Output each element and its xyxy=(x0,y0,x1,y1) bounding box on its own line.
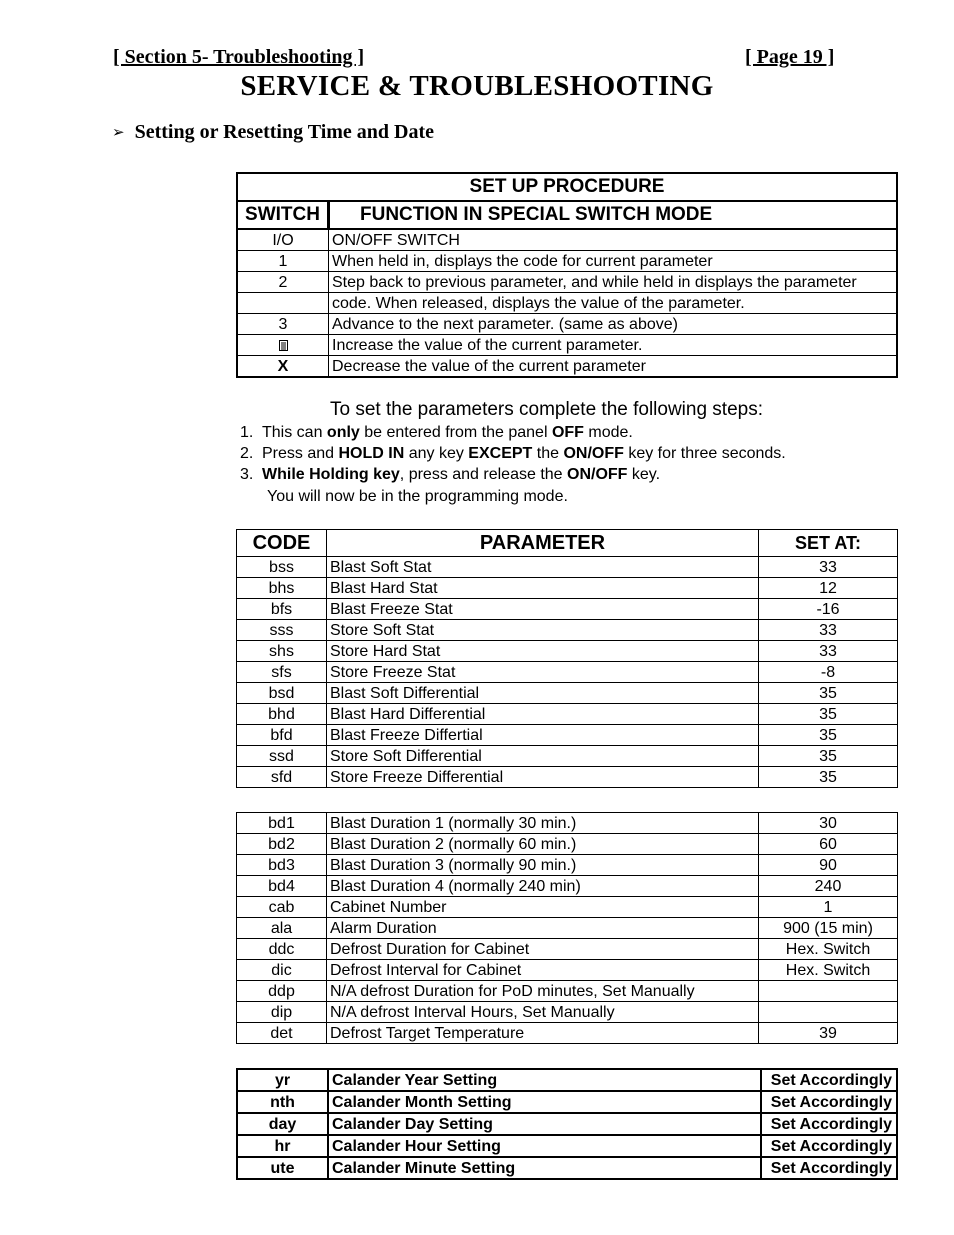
param-code: ddp xyxy=(237,981,327,1002)
switch-function: Increase the value of the current parameter. xyxy=(329,335,898,356)
table-row xyxy=(237,662,898,683)
param-code: bhd xyxy=(237,704,327,725)
table-row xyxy=(237,767,898,788)
param-code: sfd xyxy=(237,767,327,788)
table-row xyxy=(237,939,898,960)
table-row xyxy=(237,981,898,1002)
param-value: Set Accordingly xyxy=(761,1157,897,1179)
step-item: 3. While Holding key, press and release the ON/OFF key. xyxy=(240,466,661,483)
table-row xyxy=(237,578,898,599)
param-value: Set Accordingly xyxy=(761,1091,897,1113)
param-name: Store Freeze Stat xyxy=(327,662,759,683)
table-row xyxy=(237,855,898,876)
param-value: 33 xyxy=(759,557,898,578)
param-name: Blast Duration 4 (normally 240 min) xyxy=(327,876,759,897)
param-name: Calander Minute Setting xyxy=(328,1157,761,1179)
switch-column-header: SWITCH xyxy=(237,201,329,229)
switch-function: Decrease the value of the current parameter xyxy=(329,356,898,378)
param-value: 1 xyxy=(759,897,898,918)
param-value: 30 xyxy=(759,813,898,834)
subheading-text: Setting or Resetting Time and Date xyxy=(134,121,435,143)
table-row xyxy=(237,1091,897,1113)
switch-function: When held in, displays the code for current parameter xyxy=(329,251,898,272)
param-name: Blast Duration 3 (normally 90 min.) xyxy=(327,855,759,876)
arrow-bullet-icon: ➢ xyxy=(112,123,125,141)
page-title: SERVICE & TROUBLESHOOTING xyxy=(240,70,714,102)
param-code: det xyxy=(237,1023,327,1044)
param-code: dic xyxy=(237,960,327,981)
param-code: bfs xyxy=(237,599,327,620)
section-header: [ Section 5- Troubleshooting ] xyxy=(113,46,365,68)
switch-function: Advance to the next parameter. (same as above) xyxy=(329,314,898,335)
param-code: day xyxy=(237,1113,328,1135)
param-value: 35 xyxy=(759,704,898,725)
param-name: Calander Day Setting xyxy=(328,1113,761,1135)
param-name: Defrost Duration for Cabinet xyxy=(327,939,759,960)
param-name: Blast Freeze Stat xyxy=(327,599,759,620)
param-code: hr xyxy=(237,1135,328,1157)
table-row xyxy=(237,557,898,578)
table-row xyxy=(237,918,898,939)
param-code: ddc xyxy=(237,939,327,960)
param-name: Store Soft Stat xyxy=(327,620,759,641)
table-row xyxy=(237,683,898,704)
param-code: ala xyxy=(237,918,327,939)
param-code: dip xyxy=(237,1002,327,1023)
param-value xyxy=(759,981,898,1002)
param-name: Blast Soft Differential xyxy=(327,683,759,704)
param-value: 35 xyxy=(759,767,898,788)
parameter-table xyxy=(236,529,898,788)
table-row xyxy=(237,813,898,834)
param-value: 90 xyxy=(759,855,898,876)
param-code: nth xyxy=(237,1091,328,1113)
function-column-header: FUNCTION IN SPECIAL SWITCH MODE xyxy=(329,201,898,229)
param-name: Calander Hour Setting xyxy=(328,1135,761,1157)
param-name: Blast Hard Differential xyxy=(327,704,759,725)
table-row xyxy=(237,1069,897,1091)
param-name: Blast Hard Stat xyxy=(327,578,759,599)
param-value: 35 xyxy=(759,683,898,704)
table-row xyxy=(237,704,898,725)
table-row xyxy=(237,1157,897,1179)
param-code: bfd xyxy=(237,725,327,746)
param-code: shs xyxy=(237,641,327,662)
table-row xyxy=(237,1023,898,1044)
param-name: Alarm Duration xyxy=(327,918,759,939)
param-name: Defrost Target Temperature xyxy=(327,1023,759,1044)
switch-function: code. When released, displays the value of the parameter. xyxy=(329,293,898,314)
table-row xyxy=(237,876,898,897)
param-value: 35 xyxy=(759,746,898,767)
param-code: bss xyxy=(237,557,327,578)
param-value: 900 (15 min) xyxy=(759,918,898,939)
param-name: Cabinet Number xyxy=(327,897,759,918)
table-row xyxy=(237,897,898,918)
param-code: bd1 xyxy=(237,813,327,834)
param-name: Calander Year Setting xyxy=(328,1069,761,1091)
param-name: Defrost Interval for Cabinet xyxy=(327,960,759,981)
param-name: Store Soft Differential xyxy=(327,746,759,767)
param-name: Store Hard Stat xyxy=(327,641,759,662)
table-row xyxy=(237,641,898,662)
switch-key: 3 xyxy=(237,314,329,335)
switch-function: ON/OFF SWITCH xyxy=(329,229,898,251)
table-row xyxy=(237,1113,897,1135)
calendar-parameter-table xyxy=(236,1068,898,1180)
param-code: bsd xyxy=(237,683,327,704)
step-item: 2. Press and HOLD IN any key EXCEPT the ON/OFF key for three seconds. xyxy=(240,445,786,462)
param-name: N/A defrost Duration for PoD minutes, Set Manually xyxy=(327,981,759,1002)
switch-key: 2 xyxy=(237,272,329,293)
param-value xyxy=(759,1002,898,1023)
param-value: 60 xyxy=(759,834,898,855)
param-name: Calander Month Setting xyxy=(328,1091,761,1113)
setup-table-title: SET UP PROCEDURE xyxy=(237,173,897,201)
parameter-column-header: PARAMETER xyxy=(327,530,759,557)
param-name: Blast Soft Stat xyxy=(327,557,759,578)
param-value: -16 xyxy=(759,599,898,620)
code-column-header: CODE xyxy=(237,530,327,557)
table-row xyxy=(237,746,898,767)
param-value: Set Accordingly xyxy=(761,1113,897,1135)
param-value: -8 xyxy=(759,662,898,683)
switch-key xyxy=(237,335,329,356)
table-row xyxy=(237,834,898,855)
param-value: Hex. Switch xyxy=(759,939,898,960)
param-code: bhs xyxy=(237,578,327,599)
menu-lines-icon xyxy=(279,340,288,351)
param-code: bd4 xyxy=(237,876,327,897)
param-value: 35 xyxy=(759,725,898,746)
param-code: bd2 xyxy=(237,834,327,855)
table-row xyxy=(237,725,898,746)
param-code: sss xyxy=(237,620,327,641)
table-row xyxy=(237,1002,898,1023)
param-value: Hex. Switch xyxy=(759,960,898,981)
page-number: [ Page 19 ] xyxy=(745,46,835,68)
switch-key: 1 xyxy=(237,251,329,272)
table-row xyxy=(237,1135,897,1157)
param-code: yr xyxy=(237,1069,328,1091)
steps-intro: To set the parameters complete the following steps: xyxy=(330,399,764,420)
switch-key: X xyxy=(237,356,329,378)
setup-procedure-table xyxy=(236,172,898,378)
table-row xyxy=(237,960,898,981)
param-name: Blast Duration 1 (normally 30 min.) xyxy=(327,813,759,834)
table-row xyxy=(237,620,898,641)
param-value: Set Accordingly xyxy=(761,1135,897,1157)
param-name: Blast Freeze Differtial xyxy=(327,725,759,746)
step-item: 1. This can only be entered from the panel OFF mode. xyxy=(240,424,633,441)
param-value: 240 xyxy=(759,876,898,897)
param-value: 33 xyxy=(759,620,898,641)
step-note: You will now be in the programming mode. xyxy=(267,488,568,505)
param-value: 12 xyxy=(759,578,898,599)
param-code: ssd xyxy=(237,746,327,767)
duration-parameter-table xyxy=(236,812,898,1044)
param-code: sfs xyxy=(237,662,327,683)
param-name: Store Freeze Differential xyxy=(327,767,759,788)
param-code: ute xyxy=(237,1157,328,1179)
param-name: Blast Duration 2 (normally 60 min.) xyxy=(327,834,759,855)
param-name: N/A defrost Interval Hours, Set Manually xyxy=(327,1002,759,1023)
set-at-column-header: SET AT: xyxy=(759,530,898,557)
table-row xyxy=(237,599,898,620)
param-value: 33 xyxy=(759,641,898,662)
subheading xyxy=(112,121,434,144)
switch-function: Step back to previous parameter, and while held in displays the parameter xyxy=(329,272,898,293)
param-value: 39 xyxy=(759,1023,898,1044)
param-code: cab xyxy=(237,897,327,918)
switch-key: I/O xyxy=(237,229,329,251)
param-value: Set Accordingly xyxy=(761,1069,897,1091)
param-code: bd3 xyxy=(237,855,327,876)
switch-key xyxy=(237,293,329,314)
